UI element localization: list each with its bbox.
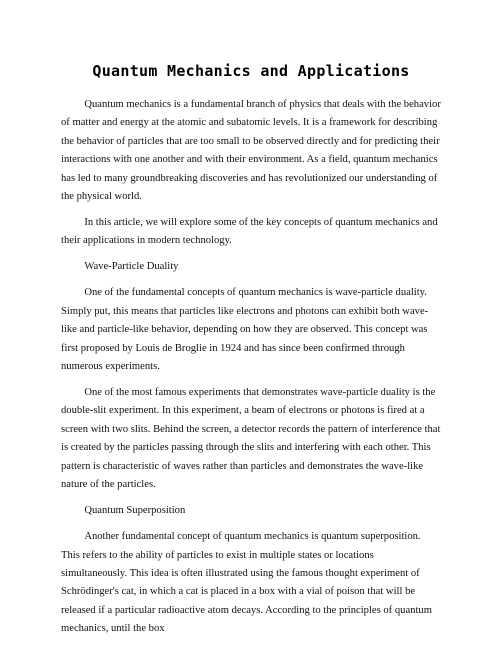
document-body [61,96,441,646]
wave-particle-paragraph: One of the fundamental concepts of quantum mechanics is wave-particle duality. Simply put, this means that particles like electrons and photons can exhibit both wave-like and particle-like behavior, depending on how they are observed. This concept was first proposed by Louis de Broglie in 1924 and has since been confirmed through numerous experiments. [61,287,429,373]
superposition-paragraph: Another fundamental concept of quantum mechanics is quantum superposition. This refers to the ability of particles to exist in multiple states or locations simultaneously. This idea is often illustrated using the famous thought experiment of Schrödinger's cat, in which a cat is placed in a box with a vial of poison that will be released if a particular radioactive atom decays. According to the principles of quantum mechanics, until the box [61,531,432,635]
document-title: Quantum Mechanics and Applications [92,62,410,80]
section-heading-quantum-superposition: Quantum Superposition [84,505,186,517]
double-slit-paragraph: One of the most famous experiments that demonstrates wave-particle duality is the double-slit experiment. In this experiment, a beam of electrons or photons is fired at a screen with two slits. Behind the screen, a detector records the pattern of interference that is created by the particles passing through the slits and interfering with each other. This pattern is characteristic of waves rather than particles and demonstrates the wave-like nature of the particles. [61,387,441,491]
section-heading-wave-particle-duality: Wave-Particle Duality [84,261,179,273]
intro-paragraph: Quantum mechanics is a fundamental branch of physics that deals with the behavior of matter and energy at the atomic and subatomic levels. It is a framework for describing the behavior of particles that are too small to be observed directly and for predicting their interactions with one another and with their environment. As a field, quantum mechanics has led to many groundbreaking discoveries and has revolutionized our understanding of the physical world. [61,99,441,203]
overview-paragraph: In this article, we will explore some of the key concepts of quantum mechanics and their applications in modern technology. [61,217,438,247]
